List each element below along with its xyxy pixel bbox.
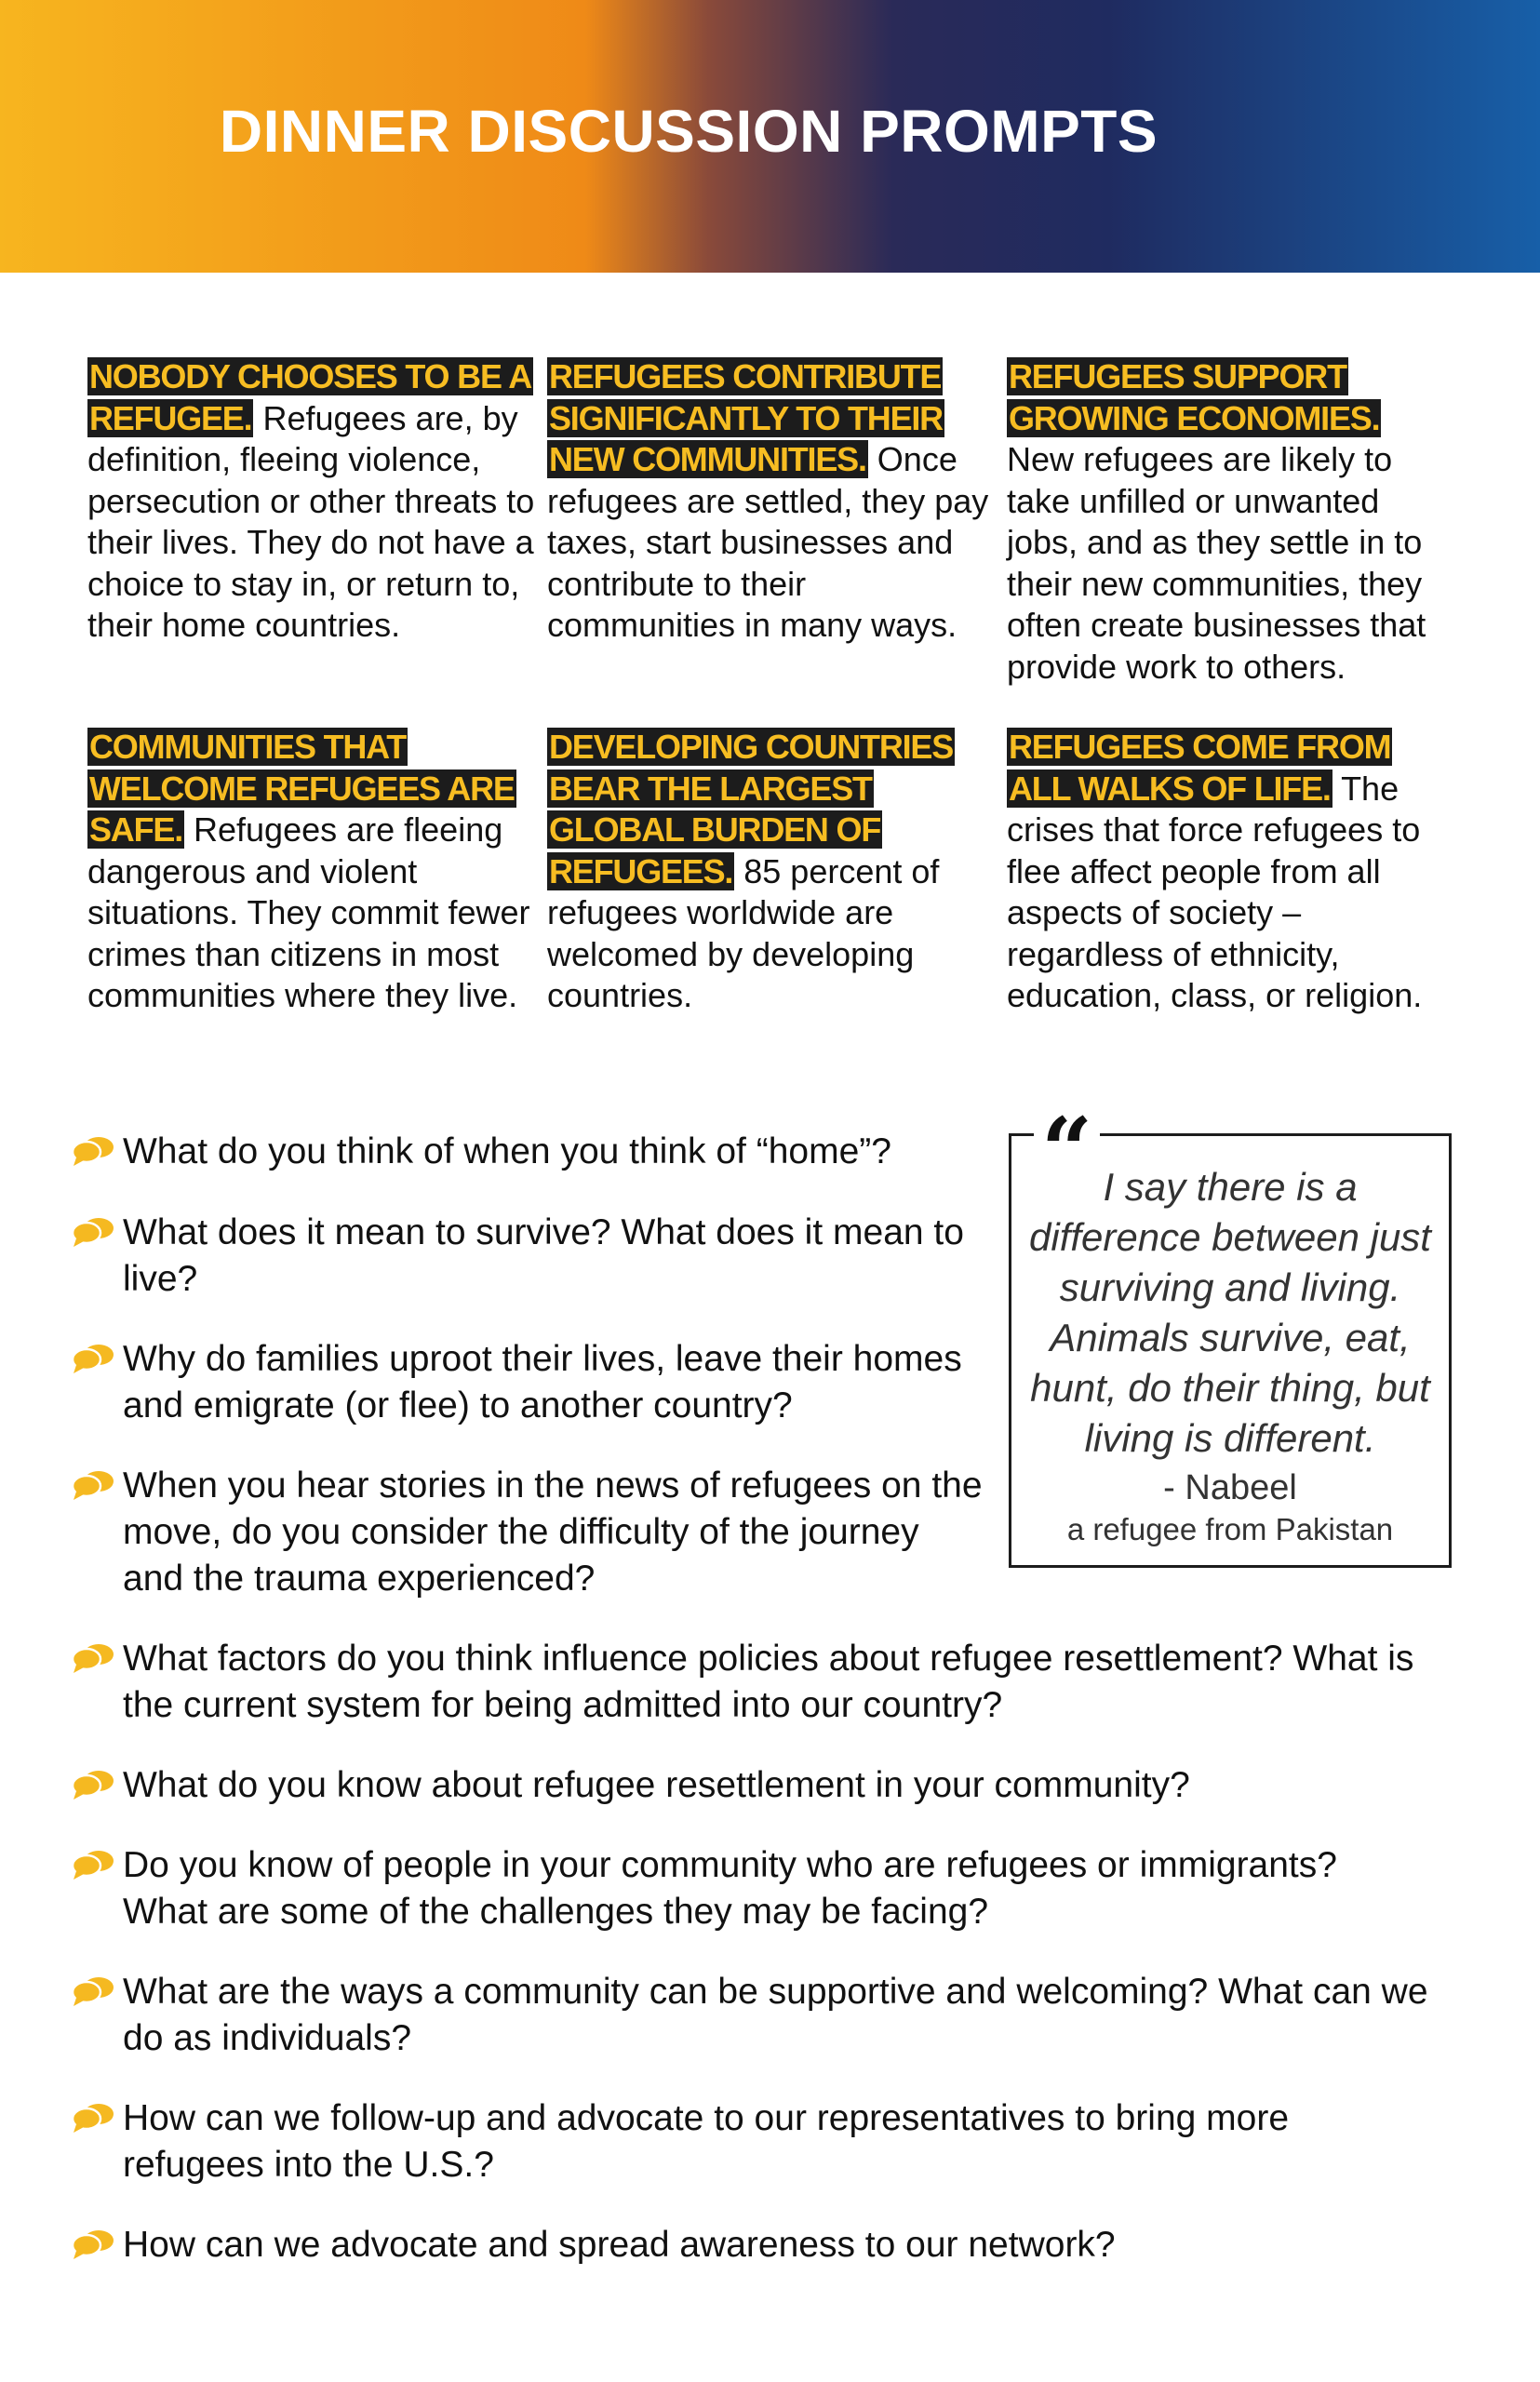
fact-growing-economies bbox=[1007, 356, 1455, 688]
prompt-text: When you hear stories in the news of refugees on the move, do you consider the difficulty of the journey and the trauma experienced? bbox=[123, 1465, 983, 1599]
speech-bubble-icon bbox=[71, 1768, 115, 1801]
fact-heading: REFUGEES CONTRIBUTE SIGNIFICANTLY TO THEIR NEW COMMUNITIES. bbox=[549, 357, 943, 478]
fact-refugees-contribute bbox=[547, 356, 1007, 688]
prompt-item bbox=[71, 2222, 1429, 2268]
prompt-item bbox=[71, 1336, 983, 1429]
quote-mark-icon: “ bbox=[1034, 1106, 1100, 1164]
speech-bubble-icon bbox=[71, 1468, 115, 1502]
fact-body: Refugees are fleeing dangerous and violent situations. They commit fewer crimes than citizens in most communities where they live. bbox=[87, 810, 530, 1014]
speech-bubble-icon bbox=[71, 1848, 115, 1881]
page-title: DINNER DISCUSSION PROMPTS bbox=[219, 97, 1158, 165]
prompt-text: What do you think of when you think of “home”? bbox=[123, 1131, 891, 1171]
fact-communities-safe bbox=[87, 727, 547, 1017]
prompt-item bbox=[71, 1842, 1429, 1935]
prompt-item bbox=[71, 1969, 1439, 2062]
fact-heading: REFUGEES COME FROM ALL WALKS OF LIFE. bbox=[1009, 728, 1391, 808]
speech-bubble-icon bbox=[71, 1342, 115, 1375]
facts-grid bbox=[87, 356, 1455, 1017]
speech-bubble-icon bbox=[71, 2228, 115, 2261]
speech-bubble-icon bbox=[71, 1974, 115, 2008]
quote-text: I say there is a difference between just surviving and living. Animals survive, eat, hunt, do their thing, but living is different. bbox=[1029, 1165, 1431, 1460]
prompt-item bbox=[71, 1210, 1001, 1303]
quote-box bbox=[1009, 1106, 1452, 1568]
prompt-item bbox=[71, 2095, 1392, 2188]
speech-bubble-icon bbox=[71, 1641, 115, 1675]
prompt-text: What are the ways a community can be supportive and welcoming? What can we do as individuals? bbox=[123, 1972, 1428, 2058]
fact-all-walks-of-life bbox=[1007, 727, 1455, 1017]
fact-developing-countries bbox=[547, 727, 1007, 1017]
quote-author-description: a refugee from Pakistan bbox=[1066, 1512, 1394, 1546]
fact-heading: COMMUNITIES THAT WELCOME REFUGEES ARE SAFE. bbox=[89, 728, 515, 849]
fact-heading: NOBODY CHOOSES TO BE A REFUGEE. bbox=[89, 357, 532, 437]
fact-nobody-chooses bbox=[87, 356, 547, 688]
prompt-text: What factors do you think influence policies about refugee resettlement? What is the current system for being admitted into our country? bbox=[123, 1639, 1414, 1725]
prompt-item bbox=[71, 1636, 1457, 1729]
prompt-item bbox=[71, 1463, 983, 1602]
prompt-text: What does it mean to survive? What does it mean to live? bbox=[123, 1212, 964, 1299]
fact-heading: DEVELOPING COUNTRIES BEAR THE LARGEST GLOBAL BURDEN OF REFUGEES. bbox=[549, 728, 954, 890]
speech-bubble-icon bbox=[71, 1134, 115, 1168]
fact-body: Refugees are, by definition, fleeing violence, persecution or other threats to their lives. They do not have a choice to stay in, or return to, their home countries. bbox=[87, 398, 535, 644]
quote-author: - Nabeel bbox=[1163, 1468, 1297, 1507]
speech-bubble-icon bbox=[71, 2101, 115, 2134]
header-banner bbox=[0, 0, 1540, 273]
speech-bubble-icon bbox=[71, 1215, 115, 1249]
fact-heading: REFUGEES SUPPORT GROWING ECONOMIES. bbox=[1009, 357, 1380, 437]
fact-body: Once refugees are settled, they pay taxes, start businesses and contribute to their communities in many ways. bbox=[547, 440, 989, 644]
fact-body: 85 percent of refugees worldwide are welcomed by developing countries. bbox=[547, 851, 940, 1014]
prompt-text: How can we follow-up and advocate to our representatives to bring more refugees into the U.S.? bbox=[123, 2098, 1290, 2185]
prompt-item bbox=[71, 1762, 1457, 1809]
prompt-text: How can we advocate and spread awareness to our network? bbox=[123, 2225, 1116, 2265]
fact-body: New refugees are likely to take unfilled or unwanted jobs, and as they settle in to their new communities, they often create businesses that provide work to others. bbox=[1007, 440, 1426, 686]
prompt-item bbox=[71, 1129, 983, 1175]
prompt-text: Do you know of people in your community who are refugees or immigrants? What are some of the challenges they may be facing? bbox=[123, 1845, 1337, 1932]
prompt-text: Why do families uproot their lives, leave their homes and emigrate (or flee) to another country? bbox=[123, 1339, 962, 1425]
fact-body: The crises that force refugees to flee affect people from all aspects of society – regardless of ethnicity, education, class, or religion. bbox=[1007, 769, 1423, 1014]
prompt-text: What do you know about refugee resettlement in your community? bbox=[123, 1765, 1190, 1805]
